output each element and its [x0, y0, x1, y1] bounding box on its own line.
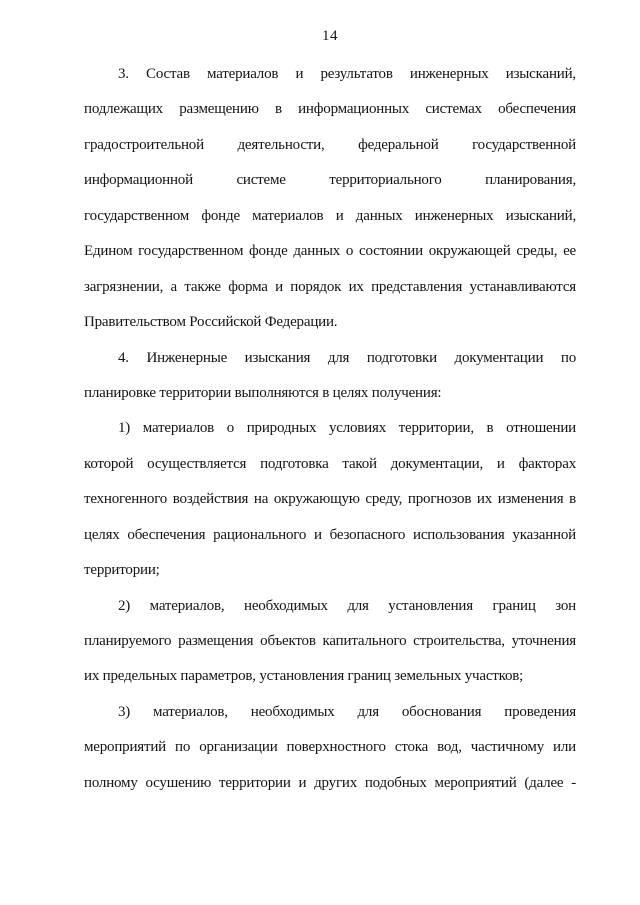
text-line: территории;	[84, 562, 160, 579]
text-line: 3. Состав материалов и результатов инженерных изысканий,	[118, 66, 576, 82]
text-line: 1) материалов о природных условиях территории, в отношении	[118, 420, 576, 437]
text-line: мероприятий по организации поверхностного стока вод, частичному или	[84, 739, 576, 756]
text-line: их предельных параметров, установления границ земельных участков;	[84, 668, 524, 685]
text-line: полному осушению территории и других подобных мероприятий (далее -	[84, 774, 576, 791]
text-line: планируемого размещения объектов капитального строительства, уточнения	[84, 633, 576, 649]
page-number: 14	[322, 28, 338, 44]
text-line: подлежащих размещению в информационных системах обеспечения	[84, 101, 576, 118]
text-line: Правительством Российской Федерации.	[84, 314, 338, 331]
text-line: 2) материалов, необходимых для установления границ зон	[118, 597, 576, 614]
text-line: информационной системе территориального планирования,	[84, 172, 576, 189]
text-line: которой осуществляется подготовка такой документации, и факторах	[84, 455, 576, 472]
text-line: 4. Инженерные изыскания для подготовки документации по	[118, 349, 576, 366]
text-line: техногенного воздействия на окружающую среду, прогнозов их изменения в	[84, 491, 576, 508]
document-body	[84, 57, 576, 801]
text-line: загрязнении, а также форма и порядок их представления устанавливаются	[84, 278, 576, 295]
text-line: градостроительной деятельности, федеральной государственной	[84, 136, 576, 153]
text-line: 3) материалов, необходимых для обоснования проведения	[118, 703, 576, 720]
text-line: государственном фонде материалов и данных инженерных изысканий,	[84, 207, 576, 224]
text-line: планировке территории выполняются в целях получения:	[84, 384, 442, 401]
text-line: Едином государственном фонде данных о состоянии окружающей среды, ее	[84, 243, 576, 260]
text-line: целях обеспечения рационального и безопасного использования указанной	[84, 526, 576, 543]
